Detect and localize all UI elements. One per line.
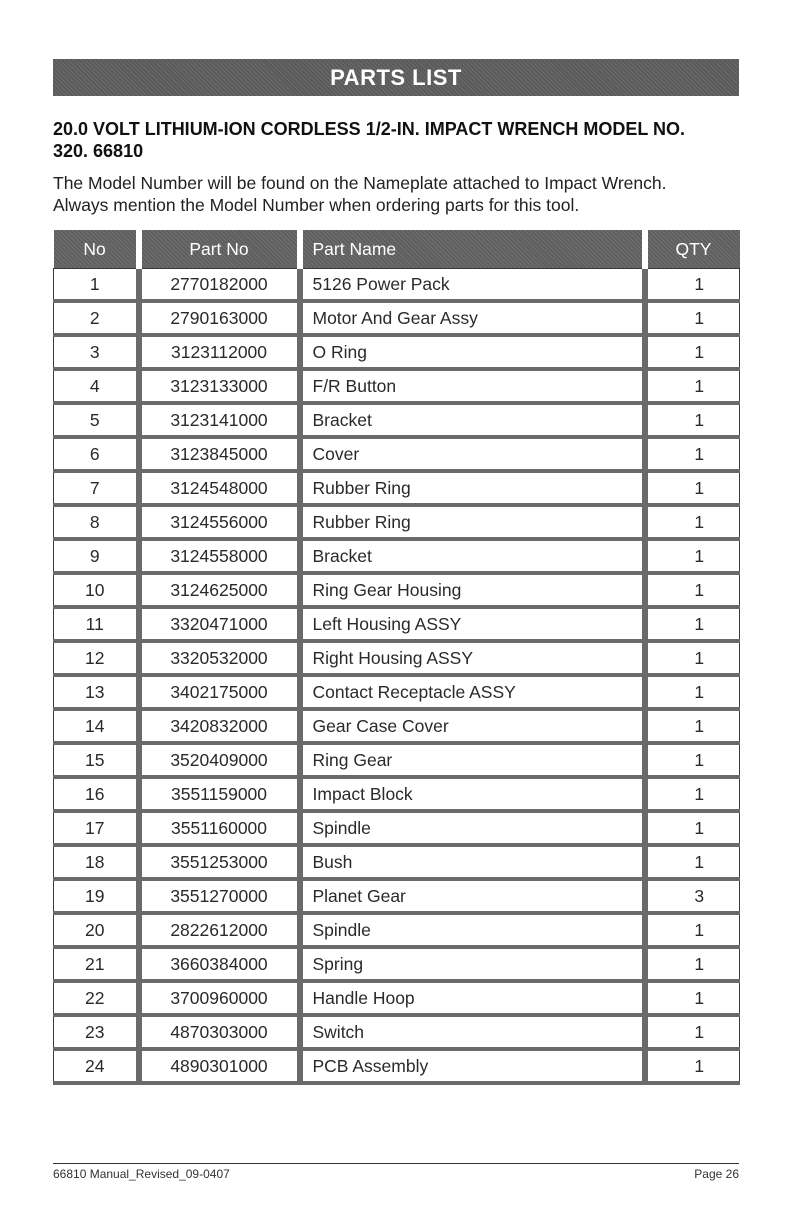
table-row xyxy=(54,641,740,675)
header-part-no: Part No xyxy=(139,230,300,269)
cell-part-name: Motor And Gear Assy xyxy=(300,301,645,335)
table-row xyxy=(54,981,740,1015)
table-row xyxy=(54,335,740,369)
banner-title: PARTS LIST xyxy=(330,64,462,90)
table-row xyxy=(54,471,740,505)
cell-part-no: 2770182000 xyxy=(139,269,300,302)
cell-no: 7 xyxy=(54,471,139,505)
header-no: No xyxy=(54,230,139,269)
description xyxy=(53,172,753,216)
cell-no: 16 xyxy=(54,777,139,811)
cell-no: 21 xyxy=(54,947,139,981)
table-row xyxy=(54,369,740,403)
table-row xyxy=(54,1049,740,1083)
cell-no: 23 xyxy=(54,1015,139,1049)
description-line-2: Always mention the Model Number when ordering parts for this tool. xyxy=(53,195,580,215)
table-row xyxy=(54,505,740,539)
table-row xyxy=(54,1015,740,1049)
table-row xyxy=(54,539,740,573)
cell-qty: 1 xyxy=(645,269,740,302)
cell-no: 11 xyxy=(54,607,139,641)
cell-part-no: 3520409000 xyxy=(139,743,300,777)
cell-qty: 1 xyxy=(645,471,740,505)
table-row xyxy=(54,811,740,845)
cell-part-no: 3124556000 xyxy=(139,505,300,539)
cell-part-name: Spindle xyxy=(300,913,645,947)
cell-part-name: Handle Hoop xyxy=(300,981,645,1015)
cell-part-name: 5126 Power Pack xyxy=(300,269,645,302)
footer-page-number: Page 26 xyxy=(694,1167,739,1181)
cell-part-no: 3123112000 xyxy=(139,335,300,369)
cell-part-no: 3551253000 xyxy=(139,845,300,879)
table-row xyxy=(54,913,740,947)
cell-qty: 3 xyxy=(645,879,740,913)
cell-qty: 1 xyxy=(645,369,740,403)
cell-no: 22 xyxy=(54,981,139,1015)
cell-part-name: Rubber Ring xyxy=(300,505,645,539)
table-header-row xyxy=(54,230,740,269)
cell-part-no: 3551159000 xyxy=(139,777,300,811)
cell-qty: 1 xyxy=(645,539,740,573)
table-row xyxy=(54,403,740,437)
cell-qty: 1 xyxy=(645,743,740,777)
cell-qty: 1 xyxy=(645,505,740,539)
footer-divider xyxy=(53,1163,739,1164)
cell-part-name: Spindle xyxy=(300,811,645,845)
table-row xyxy=(54,437,740,471)
section-heading xyxy=(53,118,743,162)
cell-qty: 1 xyxy=(645,1049,740,1083)
cell-part-no: 3660384000 xyxy=(139,947,300,981)
table-row xyxy=(54,709,740,743)
cell-part-no: 3320471000 xyxy=(139,607,300,641)
cell-part-name: PCB Assembly xyxy=(300,1049,645,1083)
cell-part-name: Impact Block xyxy=(300,777,645,811)
cell-no: 19 xyxy=(54,879,139,913)
cell-part-no: 3124548000 xyxy=(139,471,300,505)
cell-part-name: Ring Gear xyxy=(300,743,645,777)
cell-part-no: 3124625000 xyxy=(139,573,300,607)
cell-part-name: Ring Gear Housing xyxy=(300,573,645,607)
parts-table-body xyxy=(54,269,740,1084)
cell-no: 18 xyxy=(54,845,139,879)
cell-no: 12 xyxy=(54,641,139,675)
description-line-1: The Model Number will be found on the Nameplate attached to Impact Wrench. xyxy=(53,173,667,193)
parts-table xyxy=(53,230,740,1085)
table-row xyxy=(54,573,740,607)
cell-qty: 1 xyxy=(645,301,740,335)
cell-part-name: Bracket xyxy=(300,539,645,573)
cell-qty: 1 xyxy=(645,675,740,709)
header-qty: QTY xyxy=(645,230,740,269)
cell-part-no: 3123133000 xyxy=(139,369,300,403)
cell-part-no: 4890301000 xyxy=(139,1049,300,1083)
cell-part-name: Gear Case Cover xyxy=(300,709,645,743)
cell-no: 10 xyxy=(54,573,139,607)
cell-no: 9 xyxy=(54,539,139,573)
cell-qty: 1 xyxy=(645,913,740,947)
cell-part-name: Right Housing ASSY xyxy=(300,641,645,675)
cell-part-name: Planet Gear xyxy=(300,879,645,913)
table-row xyxy=(54,301,740,335)
cell-qty: 1 xyxy=(645,437,740,471)
cell-qty: 1 xyxy=(645,573,740,607)
cell-part-name: Cover xyxy=(300,437,645,471)
cell-part-no: 3551270000 xyxy=(139,879,300,913)
cell-part-name: F/R Button xyxy=(300,369,645,403)
table-row xyxy=(54,777,740,811)
cell-part-name: Bush xyxy=(300,845,645,879)
table-row xyxy=(54,947,740,981)
cell-part-no: 3123141000 xyxy=(139,403,300,437)
cell-qty: 1 xyxy=(645,641,740,675)
cell-qty: 1 xyxy=(645,403,740,437)
cell-no: 4 xyxy=(54,369,139,403)
cell-part-no: 2822612000 xyxy=(139,913,300,947)
cell-part-no: 3124558000 xyxy=(139,539,300,573)
heading-line-1: 20.0 VOLT LITHIUM-ION CORDLESS 1/2-IN. IMPACT WRENCH MODEL NO. xyxy=(53,119,686,139)
cell-qty: 1 xyxy=(645,335,740,369)
cell-part-no: 3700960000 xyxy=(139,981,300,1015)
table-row xyxy=(54,269,740,302)
table-row xyxy=(54,743,740,777)
parts-list-banner xyxy=(53,59,739,96)
cell-no: 3 xyxy=(54,335,139,369)
cell-part-name: Spring xyxy=(300,947,645,981)
cell-qty: 1 xyxy=(645,777,740,811)
table-row xyxy=(54,845,740,879)
cell-qty: 1 xyxy=(645,981,740,1015)
cell-qty: 1 xyxy=(645,1015,740,1049)
cell-part-name: Bracket xyxy=(300,403,645,437)
table-row xyxy=(54,879,740,913)
cell-part-no: 4870303000 xyxy=(139,1015,300,1049)
cell-no: 6 xyxy=(54,437,139,471)
footer-document-id: 66810 Manual_Revised_09-0407 xyxy=(53,1167,230,1181)
cell-no: 24 xyxy=(54,1049,139,1083)
cell-qty: 1 xyxy=(645,845,740,879)
cell-part-name: Switch xyxy=(300,1015,645,1049)
header-part-name: Part Name xyxy=(300,230,645,269)
cell-part-no: 3123845000 xyxy=(139,437,300,471)
cell-no: 8 xyxy=(54,505,139,539)
cell-no: 14 xyxy=(54,709,139,743)
table-row xyxy=(54,607,740,641)
cell-no: 5 xyxy=(54,403,139,437)
cell-no: 15 xyxy=(54,743,139,777)
cell-no: 2 xyxy=(54,301,139,335)
cell-part-no: 3402175000 xyxy=(139,675,300,709)
cell-no: 1 xyxy=(54,269,139,302)
cell-qty: 1 xyxy=(645,947,740,981)
cell-part-no: 2790163000 xyxy=(139,301,300,335)
heading-line-2: 320. 66810 xyxy=(53,141,144,161)
cell-qty: 1 xyxy=(645,811,740,845)
cell-no: 17 xyxy=(54,811,139,845)
table-row xyxy=(54,675,740,709)
cell-part-name: O Ring xyxy=(300,335,645,369)
cell-no: 20 xyxy=(54,913,139,947)
cell-part-name: Contact Receptacle ASSY xyxy=(300,675,645,709)
cell-part-name: Rubber Ring xyxy=(300,471,645,505)
cell-qty: 1 xyxy=(645,709,740,743)
cell-part-no: 3551160000 xyxy=(139,811,300,845)
cell-part-no: 3420832000 xyxy=(139,709,300,743)
cell-qty: 1 xyxy=(645,607,740,641)
cell-part-no: 3320532000 xyxy=(139,641,300,675)
cell-part-name: Left Housing ASSY xyxy=(300,607,645,641)
cell-no: 13 xyxy=(54,675,139,709)
